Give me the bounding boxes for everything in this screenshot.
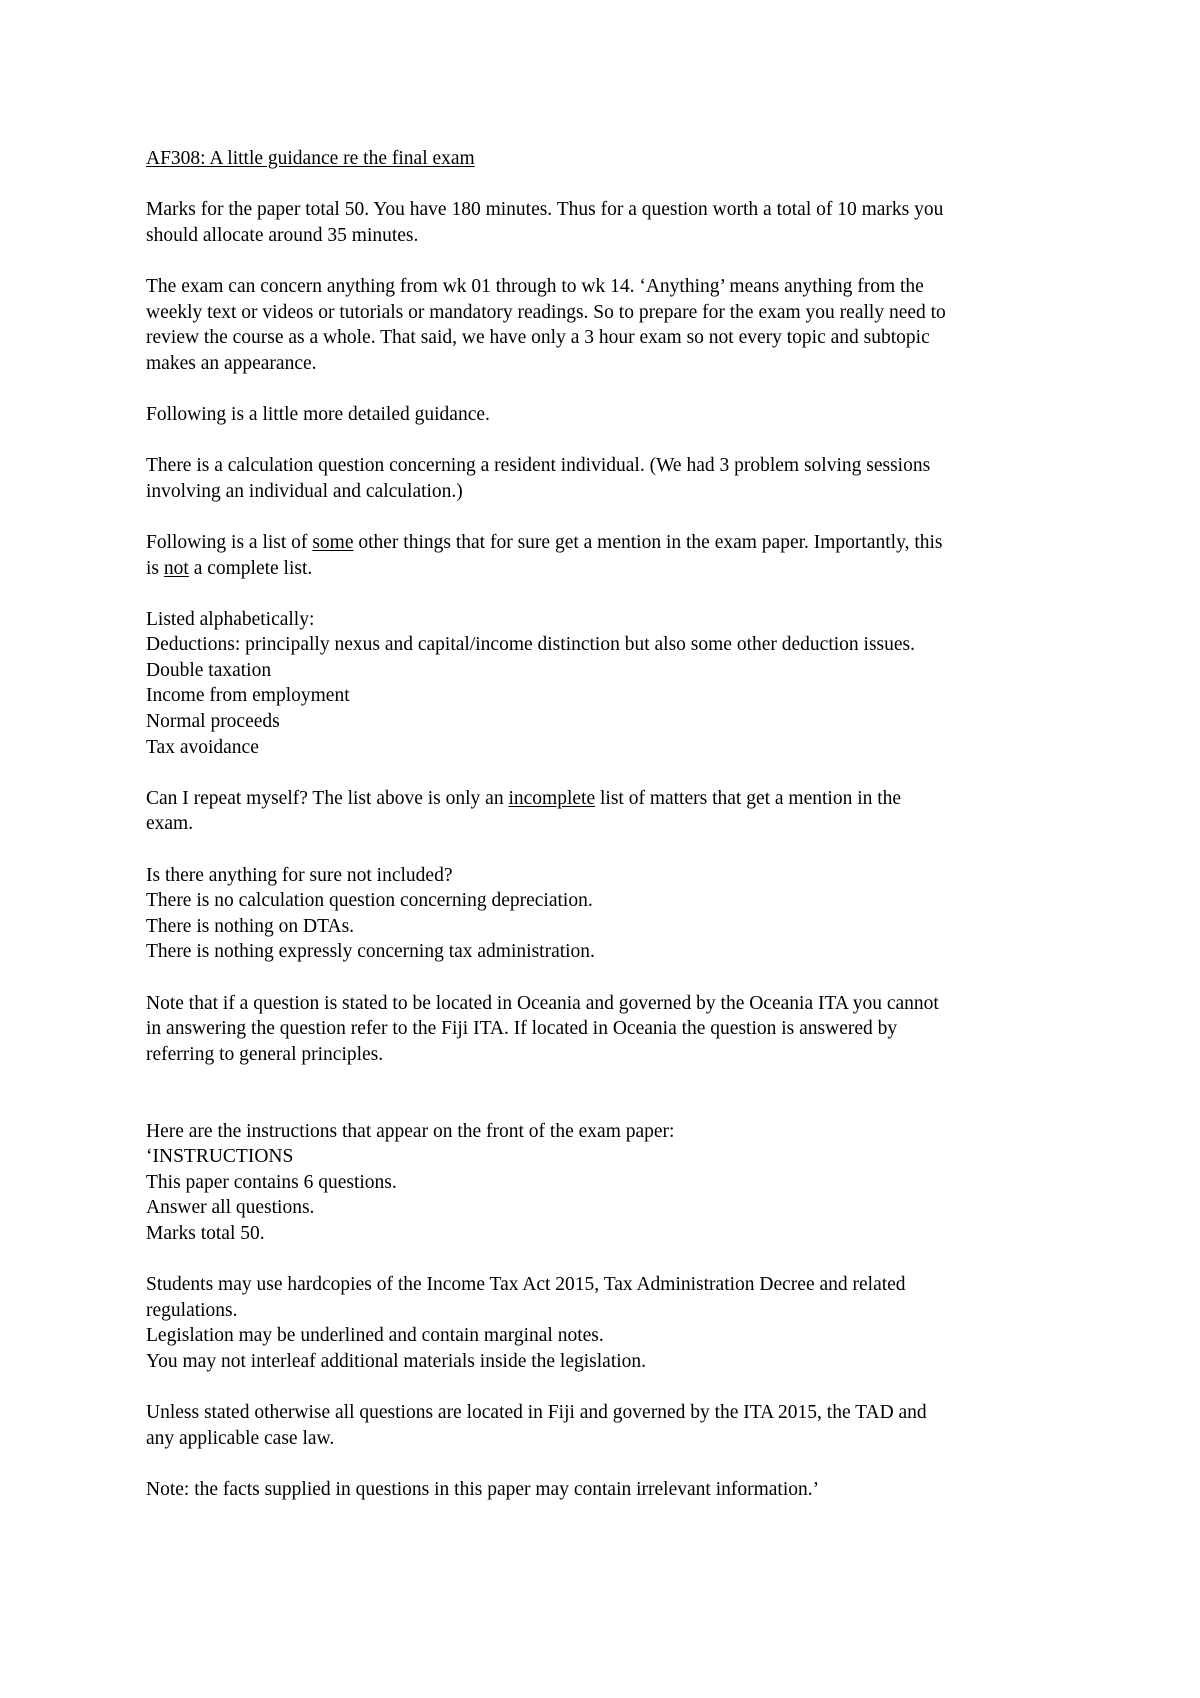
text-line: Unless stated otherwise all questions are located in Fiji and governed by the ITA 2015, the TAD and: [146, 1402, 927, 1424]
repeat-paragraph: [146, 786, 1086, 837]
text-line: exam.: [146, 813, 194, 835]
text-line: [146, 530, 1086, 556]
spacer: [146, 1093, 1086, 1119]
text-line: regulations.: [146, 1299, 238, 1321]
text-segment: is: [146, 557, 164, 579]
text-line: Legislation may be underlined and contain marginal notes.: [146, 1325, 604, 1347]
scope-paragraph: [146, 274, 1086, 376]
instructions-line: This paper contains 6 questions.: [146, 1171, 397, 1193]
unless-paragraph: [146, 1400, 1086, 1451]
text-line: Following is a little more detailed guidance.: [146, 403, 490, 425]
list-item: There is nothing on DTAs.: [146, 915, 355, 937]
text-line: weekly text or videos or tutorials or mandatory readings. So to prepare for the exam you really need to: [146, 301, 946, 323]
list-intro-paragraph: [146, 530, 1086, 581]
list-heading: Is there anything for sure not included?: [146, 864, 453, 886]
list-item: There is nothing expressly concerning tax administration.: [146, 941, 595, 963]
text-segment: Can I repeat myself? The list above is only an: [146, 787, 509, 809]
note-paragraph: [146, 1477, 1086, 1503]
text-line: involving an individual and calculation.): [146, 480, 463, 502]
text-line: any applicable case law.: [146, 1427, 335, 1449]
text-segment: other things that for sure get a mention in the exam paper. Importantly, this: [353, 531, 943, 553]
text-line: You may not interleaf additional materials inside the legislation.: [146, 1350, 647, 1372]
underlined-word-incomplete: incomplete: [508, 787, 596, 809]
alphabetical-list: [146, 607, 1086, 761]
document-title: [146, 146, 1086, 172]
students-paragraph: [146, 1272, 1086, 1374]
marks-paragraph: [146, 197, 1086, 248]
calculation-paragraph: [146, 453, 1086, 504]
text-line: makes an appearance.: [146, 352, 317, 374]
list-item: Double taxation: [146, 659, 272, 681]
instructions-block: [146, 1119, 1086, 1247]
instructions-line: Marks total 50.: [146, 1222, 265, 1244]
oceania-paragraph: [146, 991, 1086, 1068]
list-item: Tax avoidance: [146, 736, 259, 758]
underlined-word-not: not: [163, 557, 189, 579]
guidance-paragraph: [146, 402, 1086, 428]
underlined-word-some: some: [312, 531, 354, 553]
list-item: Income from employment: [146, 685, 350, 707]
instructions-intro: Here are the instructions that appear on the front of the exam paper:: [146, 1120, 675, 1142]
text-line: review the course as a whole. That said, we have only a 3 hour exam so not every topic and subtopic: [146, 327, 930, 349]
text-line: [146, 556, 1086, 582]
text-line: Marks for the paper total 50. You have 180 minutes. Thus for a question worth a total of 10 marks you: [146, 199, 944, 221]
list-item: Normal proceeds: [146, 711, 280, 733]
text-line: There is a calculation question concerning a resident individual. (We had 3 problem solving sessions: [146, 455, 931, 477]
text-line: in answering the question refer to the Fiji ITA. If located in Oceania the question is answered by: [146, 1018, 898, 1040]
not-included-list: [146, 863, 1086, 965]
text-line: Note that if a question is stated to be located in Oceania and governed by the Oceania ITA you cannot: [146, 992, 939, 1014]
text-line: The exam can concern anything from wk 01 through to wk 14. ‘Anything’ means anything from the: [146, 275, 924, 297]
instructions-line: Answer all questions.: [146, 1197, 315, 1219]
text-line: Students may use hardcopies of the Income Tax Act 2015, Tax Administration Decree and related: [146, 1274, 906, 1296]
text-segment: list of matters that get a mention in the: [595, 787, 902, 809]
title-text: AF308: A little guidance re the final exam: [146, 148, 475, 169]
instructions-line: ‘INSTRUCTIONS: [146, 1146, 294, 1168]
text-line: referring to general principles.: [146, 1043, 384, 1065]
list-item: Deductions: principally nexus and capital/income distinction but also some other deduction issues.: [146, 634, 916, 656]
text-line: [146, 786, 1086, 812]
text-line: Note: the facts supplied in questions in this paper may contain irrelevant information.’: [146, 1478, 820, 1500]
text-segment: a complete list.: [188, 557, 313, 579]
list-heading: Listed alphabetically:: [146, 608, 315, 630]
text-segment: Following is a list of: [146, 531, 313, 553]
list-item: There is no calculation question concerning depreciation.: [146, 890, 593, 912]
text-line: should allocate around 35 minutes.: [146, 224, 419, 246]
document-page: [146, 146, 1086, 1528]
